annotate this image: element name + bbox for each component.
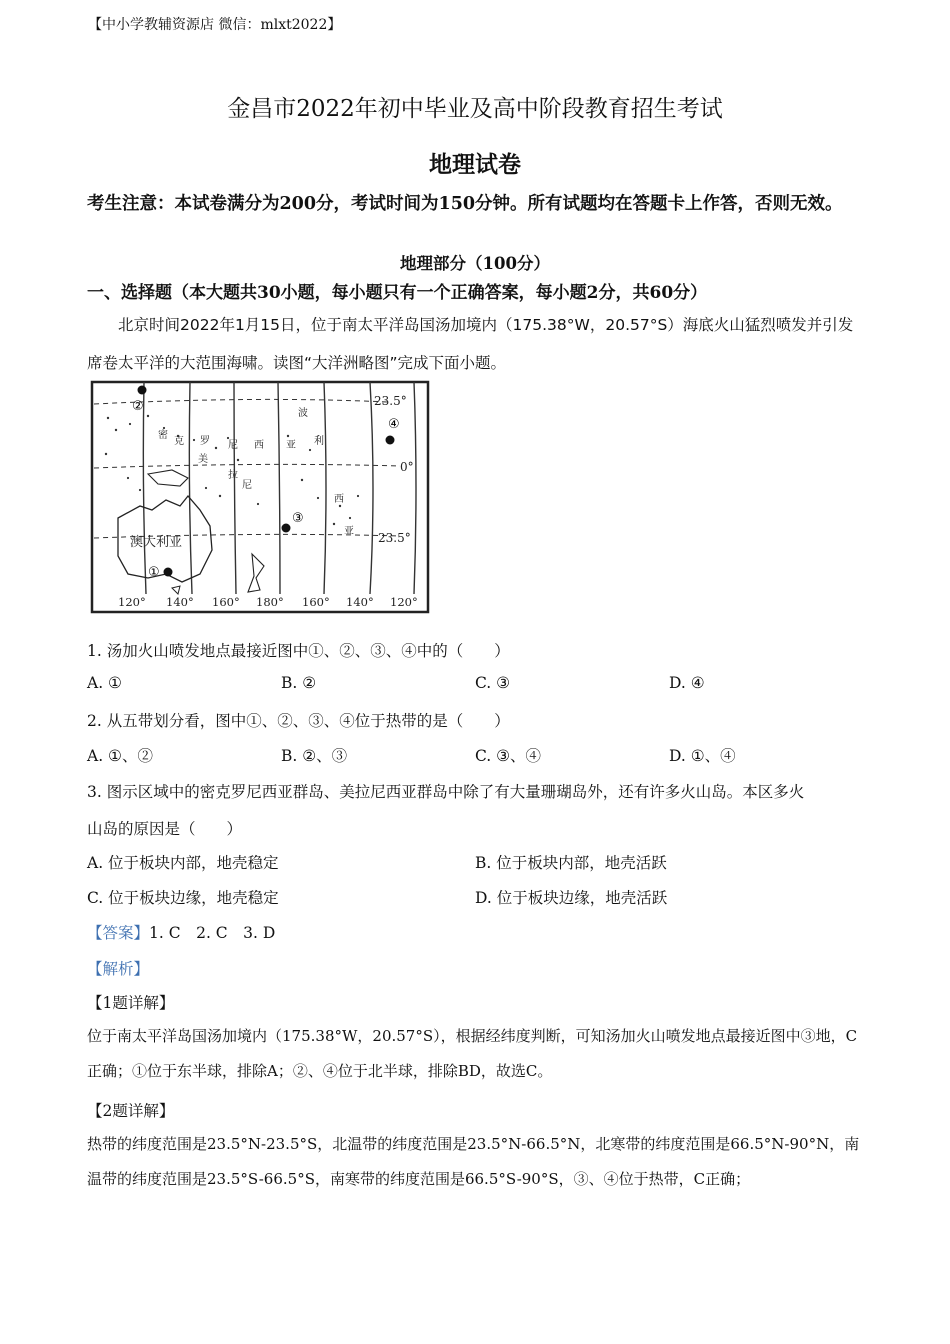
oceania-map — [88, 378, 432, 616]
detail-2-label: 【2题详解】 — [87, 1102, 175, 1120]
lon-label-4: 180° — [256, 595, 284, 609]
region-poly-3: 西 — [334, 494, 344, 505]
q1-option-d: D. ④ — [669, 674, 705, 692]
marker-2: ② — [132, 399, 144, 414]
region-micro-4: 尼 — [228, 440, 238, 451]
marker-4: ④ — [388, 417, 400, 432]
lon-label-2: 140° — [166, 595, 194, 609]
lon-label-5: 160° — [302, 595, 330, 609]
header-note: 【中小学教辅资源店 微信：mlxt2022】 — [88, 17, 342, 33]
lon-label-7: 120° — [390, 595, 418, 609]
q2-option-d: D. ①、④ — [669, 747, 736, 765]
region-micro-3: 罗 — [200, 436, 210, 447]
region-australia: 澳大利亚 — [130, 535, 183, 550]
region-micro-2: 克 — [174, 436, 184, 447]
answer-line — [87, 921, 275, 943]
q2-option-b: B. ②、③ — [281, 747, 348, 765]
exam-notice: 考生注意：本试卷满分为200分，考试时间为150分钟。所有试题均在答题卡上作答，否则无效。 — [87, 194, 843, 214]
region-poly-4: 亚 — [344, 526, 354, 537]
intro-paragraph: 北京时间2022年1月15日，位于南太平洋岛国汤加境内（175.38°W，20.57°S）海底火山猛烈喷发并引发席卷太平洋的大范围海啸。读图“大洋洲略图”完成下面小题。 — [87, 316, 854, 372]
lat-label-n23: 23.5° — [374, 394, 407, 408]
q3-option-c: C. 位于板块边缘，地壳稳定 — [87, 889, 279, 907]
q1-option-a: A. ① — [87, 674, 122, 692]
region-micro-1: 密 — [158, 430, 168, 441]
q3-option-b: B. 位于板块内部，地壳活跃 — [475, 854, 667, 872]
q2-option-c: C. ③、④ — [475, 747, 542, 765]
question-3-stem-line1: 3. 图示区域中的密克罗尼西亚群岛、美拉尼西亚群岛中除了有大量珊瑚岛外，还有许多火山岛。本区多火 — [87, 783, 805, 801]
region-poly-2: 利 — [314, 436, 324, 447]
answer-text: 1. C 2. C 3. D — [149, 924, 276, 942]
exam-title: 金昌市2022年初中毕业及高中阶段教育招生考试 — [227, 96, 723, 122]
q3-option-a: A. 位于板块内部，地壳稳定 — [87, 854, 279, 872]
section-heading: 一、选择题（本大题共30小题，每小题只有一个正确答案，每小题2分，共60分） — [87, 283, 708, 303]
q1-option-b: B. ② — [281, 674, 317, 692]
q3-option-d: D. 位于板块边缘，地壳活跃 — [475, 889, 668, 907]
detail-1-text: 位于南太平洋岛国汤加境内（175.38°W，20.57°S），根据经纬度判断，可知汤加火山喷发地点最接近图中③地，C正确；①位于东半球，排除A；②、④位于北半球，排除BD，故选C。 — [87, 1027, 858, 1080]
lon-label-6: 140° — [346, 595, 374, 609]
region-micro-6: 亚 — [286, 440, 296, 451]
region-micro-5: 西 — [254, 440, 264, 451]
lat-label-0: 0° — [400, 460, 414, 474]
q2-option-a: A. ①、② — [87, 747, 153, 765]
lat-label-s23: 23.5° — [378, 531, 411, 545]
exam-subtitle: 地理试卷 — [429, 151, 521, 178]
answer-label: 【答案】 — [87, 924, 150, 942]
region-poly-1: 波 — [298, 408, 308, 419]
q1-option-c: C. ③ — [475, 674, 511, 692]
region-mela-2: 拉 — [228, 470, 238, 481]
region-mela-1: 美 — [198, 454, 208, 465]
part-heading: 地理部分（100分） — [400, 254, 550, 273]
question-3-stem-line2: 山岛的原因是（ ） — [87, 820, 243, 838]
marker-1: ① — [148, 565, 160, 580]
lon-label-1: 120° — [118, 595, 146, 609]
detail-2-text: 热带的纬度范围是23.5°N-23.5°S，北温带的纬度范围是23.5°N-66.5°N，北寒带的纬度范围是66.5°N-90°N，南温带的纬度范围是23.5°S-66.5°S，南寒带的纬度范围是66.5°S-90°S，③、④位于热带，C正确； — [87, 1135, 860, 1188]
question-1-stem: 1. 汤加火山喷发地点最接近图中①、②、③、④中的（ ） — [87, 642, 510, 660]
analysis-label: 【解析】 — [87, 960, 150, 978]
lon-label-3: 160° — [212, 595, 240, 609]
question-2-stem: 2. 从五带划分看，图中①、②、③、④位于热带的是（ ） — [87, 712, 510, 730]
detail-1-label: 【1题详解】 — [87, 994, 175, 1012]
region-mela-3: 尼 — [242, 480, 252, 491]
marker-3: ③ — [292, 511, 304, 526]
